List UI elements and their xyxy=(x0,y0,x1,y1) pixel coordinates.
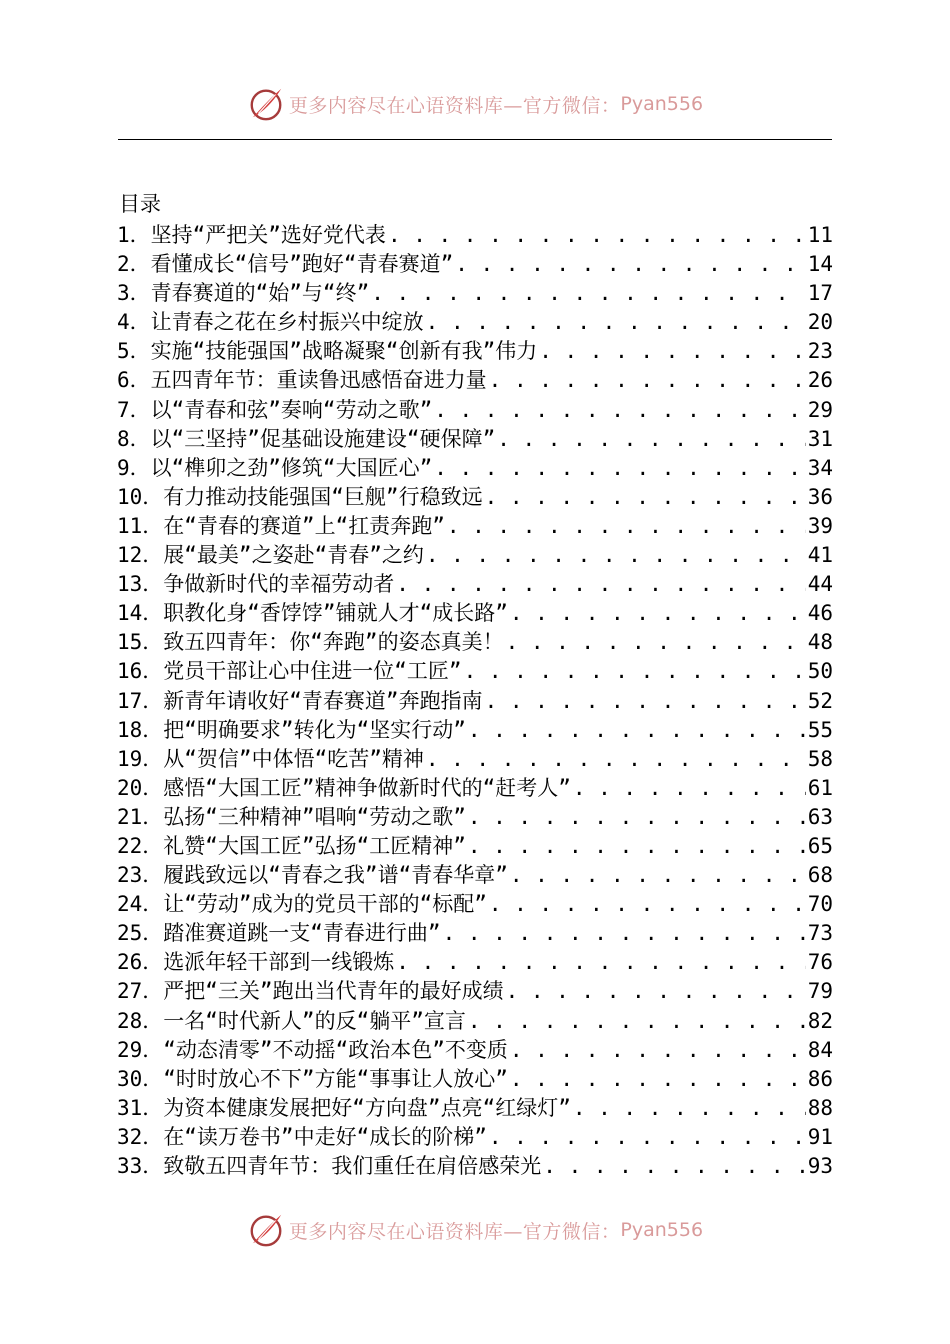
dot-leader xyxy=(506,977,806,1006)
toc-entry-title: 1．坚持“严把关”选好党代表 xyxy=(117,223,386,247)
toc-page-number: 86 xyxy=(807,1066,833,1091)
toc-entry-title: 33．致敬五四青年节：我们重任在肩倍感荣光 xyxy=(117,1154,542,1178)
toc-page-number: 34 xyxy=(807,455,833,480)
dot-leader xyxy=(485,687,806,716)
toc-entry-title: 23．履践致远以“青春之我”谱“青春华章” xyxy=(117,863,508,888)
toc-entry-title: 7．以“青春和弦”奏响“劳动之歌” xyxy=(117,397,433,422)
toc-entry[interactable] xyxy=(117,337,833,366)
toc-entry-title: 30．“时时放心不下”方能“事事让人放心” xyxy=(117,1066,508,1091)
toc-entry-title: 32．在“读万卷书”中走好“成长的阶梯” xyxy=(117,1124,487,1149)
toc-entry-title: 5．实施“技能强国”战略凝聚“创新有我”伟力 xyxy=(117,339,538,364)
toc-entry[interactable] xyxy=(117,599,833,628)
toc-entry-title: 27．严把“三关”跑出当代青年的最好成绩 xyxy=(117,979,504,1004)
toc-title: 目录 xyxy=(119,192,161,216)
toc-entry[interactable] xyxy=(117,1152,833,1181)
dot-leader xyxy=(464,657,806,686)
dot-leader xyxy=(573,774,806,803)
dot-leader xyxy=(510,1036,806,1065)
toc-entry-title: 20．感悟“大国工匠”精神争做新时代的“赶考人” xyxy=(117,775,571,800)
toc-page-number: 46 xyxy=(807,601,833,626)
toc-page-number: 88 xyxy=(807,1095,833,1120)
toc-entry-title: 14．职教化身“香饽饽”铺就人才“成长路” xyxy=(117,601,508,626)
toc-entry-title: 9．以“榫卯之劲”修筑“大国匠心” xyxy=(117,455,433,480)
toc-page-number: 50 xyxy=(807,659,833,684)
toc-entry[interactable] xyxy=(117,657,833,686)
toc-entry[interactable] xyxy=(117,948,833,977)
toc-page-number: 17 xyxy=(807,281,833,306)
toc-entry[interactable] xyxy=(117,890,833,919)
toc-page-number: 39 xyxy=(807,513,833,538)
dot-leader xyxy=(396,570,805,599)
dot-leader xyxy=(447,512,806,541)
toc-entry-title: 11．在“青春的赛道”上“扛责奔跑” xyxy=(117,513,445,538)
toc-entry[interactable] xyxy=(117,396,833,425)
quill-logo-icon xyxy=(247,85,285,123)
toc-entry-title: 19．从“贺信”中体悟“吃苦”精神 xyxy=(117,746,424,771)
toc-entry[interactable] xyxy=(117,1094,833,1123)
toc-entry-title: 28．一名“时代新人”的反“躺平”宣言 xyxy=(117,1008,466,1033)
toc-page-number: 91 xyxy=(807,1124,833,1149)
toc-entry-title: 24．让“劳动”成为的党员干部的“标配” xyxy=(117,892,487,917)
dot-leader xyxy=(539,337,805,366)
toc-page-number: 44 xyxy=(807,572,833,597)
wechat-id: Pyan556 xyxy=(620,93,704,115)
toc-entry[interactable] xyxy=(117,919,833,948)
toc-entry[interactable] xyxy=(117,454,833,483)
dot-leader xyxy=(371,279,805,308)
dot-leader xyxy=(426,308,806,337)
toc-entry-title: 15．致五四青年：你“奔跑”的姿态真美！ xyxy=(117,630,504,655)
dot-leader xyxy=(434,396,805,425)
dot-leader xyxy=(388,221,806,250)
footer-banner xyxy=(0,1210,950,1250)
toc-entry-title: 13．争做新时代的幸福劳动者 xyxy=(117,572,395,597)
dot-leader xyxy=(573,1094,806,1123)
toc-page-number: 14 xyxy=(807,252,833,277)
toc-page-number: 11 xyxy=(807,223,833,247)
toc-entry[interactable] xyxy=(117,832,833,861)
toc-entry[interactable] xyxy=(117,541,833,570)
toc-page-number: 48 xyxy=(807,630,833,655)
toc-entry-title: 2．看懂成长“信号”跑好“青春赛道” xyxy=(117,252,454,277)
toc-entry[interactable] xyxy=(117,512,833,541)
dot-leader xyxy=(510,599,806,628)
toc-page-number: 61 xyxy=(807,775,833,800)
toc-page-number: 52 xyxy=(807,688,833,713)
toc-entry[interactable] xyxy=(117,425,833,454)
toc-entry[interactable] xyxy=(117,1007,833,1036)
toc-entry[interactable] xyxy=(117,687,833,716)
dot-leader xyxy=(497,425,805,454)
toc-page-number: 29 xyxy=(807,397,833,422)
toc-page-number: 65 xyxy=(807,833,833,858)
header-banner xyxy=(0,84,950,124)
toc-entry[interactable] xyxy=(117,745,833,774)
toc-entry-title: 29．“动态清零”不动摇“政治本色”不变质 xyxy=(117,1037,508,1062)
toc-page-number: 73 xyxy=(807,921,833,946)
toc-entry[interactable] xyxy=(117,716,833,745)
toc-page-number: 26 xyxy=(807,368,833,393)
toc-entry-title: 6．五四青年节：重读鲁迅感悟奋进力量 xyxy=(117,368,487,393)
toc-entry[interactable] xyxy=(117,483,833,512)
toc-entry-title: 26．选派年轻干部到一线锻炼 xyxy=(117,950,395,975)
dot-leader xyxy=(426,745,806,774)
toc-entry-title: 12．展“最美”之姿赴“青春”之约 xyxy=(117,543,424,568)
toc-page-number: 58 xyxy=(807,746,833,771)
dot-leader xyxy=(485,483,806,512)
toc-entry[interactable] xyxy=(117,1123,833,1152)
toc-entry[interactable] xyxy=(117,366,833,395)
dot-leader xyxy=(510,1065,806,1094)
dot-leader xyxy=(543,1152,805,1181)
toc-entry-title: 31．为资本健康发展把好“方向盘”点亮“红绿灯” xyxy=(117,1095,571,1120)
dot-leader xyxy=(489,890,806,919)
dot-leader xyxy=(443,919,806,948)
toc-page-number: 63 xyxy=(807,804,833,829)
toc-page-number: 20 xyxy=(807,310,833,335)
wechat-id: Pyan556 xyxy=(620,1219,704,1241)
toc-page-number: 70 xyxy=(807,892,833,917)
dot-leader xyxy=(396,948,805,977)
toc-entry-title: 10．有力推动技能强国“巨舰”行稳致远 xyxy=(117,484,483,509)
dot-leader xyxy=(489,1123,806,1152)
toc-entry[interactable] xyxy=(117,308,833,337)
dot-leader xyxy=(506,628,806,657)
toc-entry[interactable] xyxy=(117,570,833,599)
toc-entry[interactable] xyxy=(117,861,833,890)
dot-leader xyxy=(468,803,806,832)
toc-page-number: 68 xyxy=(807,863,833,888)
dot-leader xyxy=(434,454,805,483)
dot-leader xyxy=(468,1007,806,1036)
toc-page-number: 76 xyxy=(807,950,833,975)
toc-entry-title: 22．礼赞“大国工匠”弘扬“工匠精神” xyxy=(117,833,466,858)
toc-entry-title: 21．弘扬“三种精神”唱响“劳动之歌” xyxy=(117,804,466,829)
toc-page-number: 79 xyxy=(807,979,833,1004)
toc-page-number: 36 xyxy=(807,484,833,509)
toc-entry-title: 4．让青春之花在乡村振兴中绽放 xyxy=(117,310,424,335)
toc-page-number: 84 xyxy=(807,1037,833,1062)
quill-logo-icon xyxy=(247,1211,285,1249)
toc-page-number: 82 xyxy=(807,1008,833,1033)
dot-leader xyxy=(489,366,806,395)
toc-entry-title: 18．把“明确要求”转化为“坚实行动” xyxy=(117,717,466,742)
dot-leader xyxy=(426,541,806,570)
toc-entry[interactable] xyxy=(117,977,833,1006)
banner-text: 更多内容尽在心语资料库—官方微信： xyxy=(288,94,621,117)
toc-entry-title: 3．青春赛道的“始”与“终” xyxy=(117,281,370,306)
toc-entry[interactable] xyxy=(117,774,833,803)
toc-entry[interactable] xyxy=(117,803,833,832)
toc-entry[interactable] xyxy=(117,628,833,657)
toc-entry[interactable] xyxy=(117,250,833,279)
toc-entry-title: 16．党员干部让心中住进一位“工匠” xyxy=(117,659,462,684)
toc-entry-title: 8．以“三坚持”促基础设施建设“硬保障” xyxy=(117,426,496,451)
toc-page-number: 41 xyxy=(807,543,833,568)
toc-list xyxy=(117,221,833,1181)
toc-entry-title: 17．新青年请收好“青春赛道”奔跑指南 xyxy=(117,688,483,713)
dot-leader xyxy=(455,250,805,279)
dot-leader xyxy=(468,832,806,861)
toc-entry[interactable] xyxy=(117,279,833,308)
toc-entry-title: 25．踏准赛道跳一支“青春进行曲” xyxy=(117,921,441,946)
header-divider xyxy=(118,139,832,140)
toc-page-number: 23 xyxy=(807,339,833,364)
dot-leader xyxy=(510,861,806,890)
toc-page-number: 31 xyxy=(807,426,833,451)
toc-entry[interactable] xyxy=(117,1036,833,1065)
toc-entry[interactable] xyxy=(117,1065,833,1094)
toc-entry[interactable] xyxy=(117,221,833,250)
toc-page-number: 93 xyxy=(807,1154,833,1178)
toc-page-number: 55 xyxy=(807,717,833,742)
banner-text: 更多内容尽在心语资料库—官方微信： xyxy=(288,1220,621,1243)
dot-leader xyxy=(468,716,806,745)
